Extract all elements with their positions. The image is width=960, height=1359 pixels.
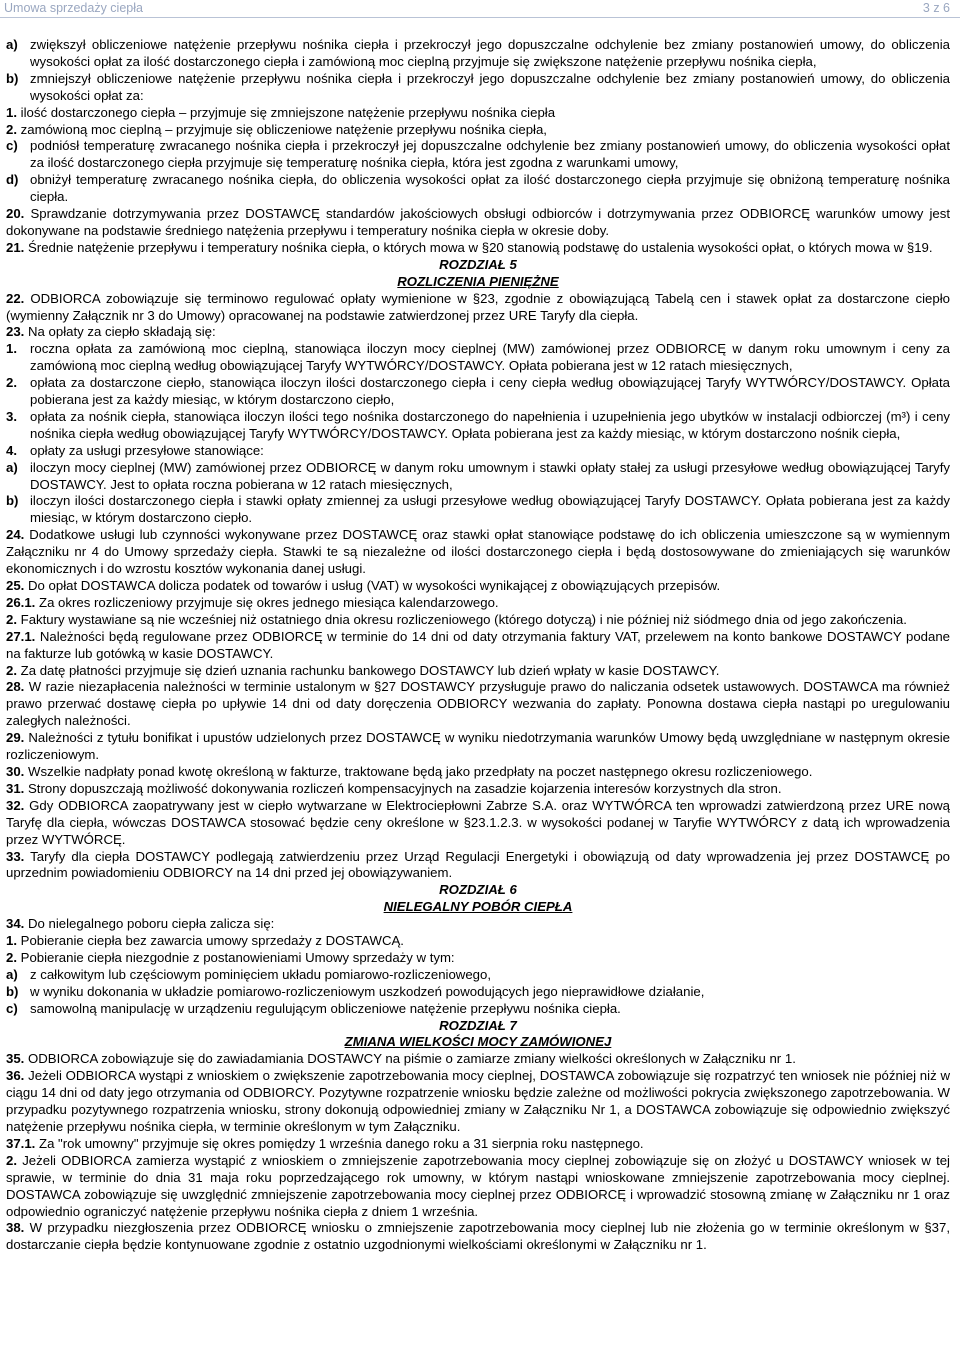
chapter-number: ROZDZIAŁ 7 bbox=[439, 1017, 517, 1033]
paragraph-number: 32. bbox=[6, 797, 25, 813]
list-text: zmniejszył obliczeniowe natężenie przepływu nośnika ciepła i przekroczył jego dopuszczalne odchylenie bez zmiany postanowień umowy, do obliczenia wysokości opłat za: bbox=[30, 70, 950, 103]
paragraph-text: Należności będą regulowane przez ODBIORCĘ w terminie do 14 dni od daty otrzymania faktury VAT, przelewem na konto bankowe DOSTAWCY podane na fakturze lub gotówką w kasie DOSTAWCY. bbox=[6, 628, 950, 661]
list-text: iloczyn mocy cieplnej (MW) zamówionej przez ODBIORCĘ w danym roku umownym i stawki opłaty stałej za usługi przesyłowe według obowiązującej Taryfy DOSTAWCY. Jest to opłata roczna pobierana w 12 ratach miesięcznych, bbox=[30, 459, 950, 492]
paragraph-number: 2. bbox=[6, 662, 17, 678]
list-item bbox=[6, 409, 950, 443]
list-item bbox=[6, 138, 950, 172]
paragraph-text: Za "rok umowny" przyjmuje się okres pomiędzy 1 września danego roku a 31 sierpnia roku następnego. bbox=[35, 1135, 644, 1151]
paragraph-text: Sprawdzanie dotrzymywania przez DOSTAWCĘ standardów jakościowych obsługi odbiorców i dotrzymywania przez ODBIORCĘ warunków umowy jest dokonywane na podstawie średniego natężenia przepływu i temperatury nośnika ciepła w okresie doby. bbox=[6, 206, 950, 238]
paragraph-number: 36. bbox=[6, 1068, 25, 1084]
paragraph-text: Do nielegalnego poboru ciepła zalicza się: bbox=[24, 916, 275, 932]
paragraph bbox=[6, 730, 950, 764]
document-title: Umowa sprzedaży ciepła bbox=[4, 1, 143, 15]
list-item bbox=[6, 460, 950, 494]
paragraph bbox=[6, 612, 950, 629]
paragraph-text: ilość dostarczonego ciepła – przyjmuje się zmniejszone natężenie przepływu nośnika ciepła bbox=[17, 104, 556, 120]
list-item bbox=[6, 37, 950, 71]
paragraph bbox=[6, 578, 950, 595]
paragraph-text: Strony dopuszczają możliwość dokonywania rozliczeń kompensacyjnych na zasadzie kojarzenia interesów korzystnych dla stron. bbox=[24, 780, 782, 796]
list-label: b) bbox=[6, 983, 19, 999]
paragraph bbox=[6, 1153, 950, 1221]
paragraph-number: 24. bbox=[6, 527, 25, 543]
paragraph-text: zamówioną moc cieplną – przyjmuje się obliczeniowe natężenie przepływu nośnika ciepła, bbox=[17, 121, 547, 137]
paragraph-text: Dodatkowe usługi lub czynności wykonywane przez DOSTAWCĘ oraz stawki opłat stanowiące podstawę do ich obliczenia umieszczone są w wymiennym Załączniku nr 4 do Umowy sprzedaży ciepła. Stawki te są niezależne od ilości dostarczonego ciepła i będą dostosowywane do zmieniających się warunków ekonomicznych i do wzrostu kosztów wykonania danej usługi. bbox=[6, 527, 950, 577]
paragraph bbox=[6, 663, 950, 680]
paragraph-number: 2. bbox=[6, 611, 17, 627]
paragraph-text: Pobieranie ciepła bez zawarcia umowy sprzedaży z DOSTAWCĄ. bbox=[17, 933, 404, 949]
paragraph bbox=[6, 916, 950, 933]
list-item bbox=[6, 341, 950, 375]
paragraph bbox=[6, 122, 950, 139]
paragraph bbox=[6, 291, 950, 325]
chapter-number: ROZDZIAŁ 5 bbox=[439, 256, 517, 272]
chapter-number: ROZDZIAŁ 6 bbox=[439, 882, 517, 898]
paragraph-text: Należności z tytułu bonifikat i upustów udzielonych przez DOSTAWCĘ w wyniku niedotrzymania warunków Umowy będą uwzględniane w następnym okresie rozliczeniowym. bbox=[6, 730, 950, 763]
paragraph-number: 2. bbox=[6, 1152, 17, 1168]
paragraph-number: 33. bbox=[6, 848, 25, 864]
list-text: podniósł temperaturę zwracanego nośnika ciepła i przekroczył jej dopuszczalne odchylenie bez zmiany postanowień umowy, do obliczenia wysokości opłat za ilość dostarczonego ciepła przyjmuje się temperaturę nośnika ciepła, która jest zgodna z warunkami umowy, bbox=[30, 138, 950, 171]
list-item bbox=[6, 443, 950, 460]
paragraph bbox=[6, 324, 950, 341]
list-label: 2. bbox=[6, 375, 17, 391]
list-label: c) bbox=[6, 1000, 18, 1016]
list-text: w wyniku dokonania w układzie pomiarowo-rozliczeniowym uszkodzeń powodujących jego nieprawidłowe działanie, bbox=[30, 983, 705, 999]
paragraph bbox=[6, 933, 950, 950]
paragraph-number: 37.1. bbox=[6, 1135, 36, 1151]
paragraph-text: Faktury wystawiane są nie wcześniej niż ostatniego dnia okresu rozliczeniowego (którego dotyczą) i nie później niż siódmego dnia od jego zakończenia. bbox=[17, 611, 907, 627]
paragraph-number: 20. bbox=[6, 206, 25, 222]
paragraph bbox=[6, 679, 950, 730]
paragraph-number: 26.1. bbox=[6, 594, 36, 610]
paragraph-number: 22. bbox=[6, 290, 25, 306]
list-text: iloczyn ilości dostarczonego ciepła i stawki opłaty zmiennej za usługi przesyłowe według obowiązującej Taryfy DOSTAWCY. Opłata pobierana jest za każdy miesiąc, w którym dostarczono ciepło. bbox=[30, 493, 950, 526]
list-text: roczna opłata za zamówioną moc cieplną, stanowiąca iloczyn mocy cieplnej (MW) zamówionej przez ODBIORCĘ w danym roku umownym i ceny za zamówioną moc cieplną według obowiązującej Taryfy WYTWÓRCY/DOSTAWCY. Opłata pobierana jest w 12 ratach miesięcznych, bbox=[30, 341, 950, 374]
paragraph-number: 2. bbox=[6, 949, 17, 965]
list-label: 1. bbox=[6, 341, 17, 357]
paragraph bbox=[6, 105, 950, 122]
paragraph bbox=[6, 950, 950, 967]
list-item bbox=[6, 967, 950, 984]
paragraph-text: ODBIORCA zobowiązuje się terminowo regulować opłaty wymienione w §23, zgodnie z obowiązującą Tabelą cen i stawek opłat za dostarczone ciepło (wymienny Załącznik nr 3 do Umowy) opracowanej na podstawie zatwierdzonej przez URE Taryfy dla ciepła. bbox=[6, 290, 950, 323]
paragraph-number: 21. bbox=[6, 239, 25, 255]
list-item bbox=[6, 493, 950, 527]
paragraph-number: 34. bbox=[6, 916, 25, 932]
paragraph bbox=[6, 781, 950, 798]
paragraph-number: 2. bbox=[6, 121, 17, 137]
list-item bbox=[6, 172, 950, 206]
paragraph-text: ODBIORCA zobowiązuje się do zawiadamiania DOSTAWCY na piśmie o zamiarze zmiany wielkości określonych w Załączniku nr 1. bbox=[24, 1051, 796, 1067]
chapter-title: ROZLICZENIA PIENIĘŻNE bbox=[397, 273, 559, 289]
paragraph-text: Za okres rozliczeniowy przyjmuje się okres jednego miesiąca kalendarzowego. bbox=[35, 594, 499, 610]
paragraph-text: Do opłat DOSTAWCA dolicza podatek od towarów i usług (VAT) w wysokości wynikającej z obowiązujących przepisów. bbox=[24, 578, 721, 593]
paragraph bbox=[6, 206, 950, 240]
paragraph-text: W przypadku niezgłoszenia przez ODBIORCĘ wniosku o zmniejszenie zapotrzebowania mocy cieplnej lub nie złożenia go w terminie określonym w §37, dostarczanie ciepła będzie kontynuowane zgodnie z ostatnio uzgodnionymi wielkościami określonymi w Załączniku nr 1. bbox=[6, 1220, 950, 1253]
paragraph bbox=[6, 849, 950, 883]
list-text: z całkowitym lub częściowym pominięciem układu pomiarowo-rozliczeniowego, bbox=[30, 966, 492, 982]
list-label: b) bbox=[6, 70, 19, 86]
header-rule bbox=[0, 17, 960, 18]
paragraph bbox=[6, 595, 950, 612]
paragraph-text: Gdy ODBIORCA zaopatrywany jest w ciepło wytwarzane w Elektrociepłowni Zabrze S.A. oraz WYTWÓRCA ten wprowadzi zatwierdzoną przez URE nową Taryfę dla ciepła, wówczas DOSTAWCA stosować będzie ceny określone w §23.1.2.3. w wysokości podanej w Taryfie WYTWÓRCY z datą ich wprowadzenia przez WYTWÓRCĘ. bbox=[6, 797, 950, 847]
paragraph-text: Wszelkie nadpłaty ponad kwotę określoną w fakturze, traktowane będą jako przedpłaty na poczet następnego okresu rozliczeniowego. bbox=[24, 763, 813, 779]
paragraph bbox=[6, 629, 950, 663]
list-label: 4. bbox=[6, 442, 17, 458]
paragraph bbox=[6, 1136, 950, 1153]
list-text: obniżył temperaturę zwracanego nośnika ciepła, do obliczenia wysokości opłat za ilość dostarczonego ciepła przyjmuje się obniżoną temperaturę nośnika ciepła. bbox=[30, 172, 950, 205]
paragraph-text: Pobieranie ciepła niezgodnie z postanowieniami Umowy sprzedaży w tym: bbox=[17, 949, 455, 965]
list-item bbox=[6, 984, 950, 1001]
list-text: opłata za dostarczone ciepło, stanowiąca iloczyn ilości dostarczonego ciepła i ceny ciepła według obowiązującej Taryfy WYTWÓRCY/DOSTAWCY. Opłata pobierana jest za każdy miesiąc, w którym dostarczono ciepło, bbox=[30, 375, 950, 408]
paragraph-number: 23. bbox=[6, 324, 25, 340]
paragraph-number: 35. bbox=[6, 1051, 25, 1067]
paragraph-number: 38. bbox=[6, 1220, 25, 1236]
paragraph-text: Średnie natężenie przepływu i temperatury nośnika ciepła, o których mowa w §20 stanowią podstawę do ustalenia wysokości opłat, o których mowa w §19. bbox=[24, 239, 933, 255]
chapter-title: ZMIANA WIELKOŚCI MOCY ZAMÓWIONEJ bbox=[344, 1034, 612, 1050]
paragraph bbox=[6, 1220, 950, 1254]
chapter-title: NIELEGALNY POBÓR CIEPŁA bbox=[383, 899, 573, 915]
paragraph bbox=[6, 240, 950, 257]
list-label: c) bbox=[6, 138, 18, 154]
list-item bbox=[6, 375, 950, 409]
list-text: opłata za nośnik ciepła, stanowiąca iloczyn ilości tego nośnika dostarczonego do napełnienia i uzupełnienia jego ubytków w instalacji odbiorczej (m³) i ceny nośnika ciepła według obowiązującej Taryfy WYTWÓRCY/DOSTAWCY. Opłata pobierana jest za każdy miesiąc, w którym dostarczono nośnik ciepła, bbox=[30, 408, 950, 441]
list-label: b) bbox=[6, 493, 19, 509]
paragraph-number: 31. bbox=[6, 780, 25, 796]
list-label: d) bbox=[6, 172, 19, 188]
document-body bbox=[6, 37, 950, 1254]
paragraph-text: Jeżeli ODBIORCA zamierza wystąpić z wnioskiem o zmniejszenie zapotrzebowania mocy cieplnej zobowiązuje się on złożyć u DOSTAWCY wniosek w tej sprawie, w terminie do dnia 31 maja roku poprzedzającego rok umowny, w którym nastąpi wnioskowane zmniejszenie zapotrzebowania mocy cieplnej. DOSTAWCA zobowiązuje się uwzględnić zmniejszenie zapotrzebowania mocy cieplnej przez ODBIORCĘ i wprowadzić stosowną zmianę w Załączniku nr 1 oraz odpowiednio ograniczyć natężenie przepływu nośnika ciepła z dniem 1 września. bbox=[6, 1152, 950, 1219]
list-text: opłaty za usługi przesyłowe stanowiące: bbox=[30, 442, 264, 458]
paragraph-number: 1. bbox=[6, 104, 17, 120]
paragraph-text: Jeżeli ODBIORCA wystąpi z wnioskiem o zwiększenie zapotrzebowania mocy cieplnej, DOSTAWCA zobowiązuje się rozpatrzyć ten wniosek nie później niż w ciągu 14 dni od daty jego otrzymania od ODBIORCY. Pozytywne rozpatrzenie wniosku będzie zależne od możliwości pokrycia zwiększonego zapotrzebowania. W przypadku pozytywnego rozpatrzenia wniosku, strony dokonują odpowiedniej zmiany w Załączniku Nr 1, a DOSTAWCA zobowiązuje się odpowiednio zwiększyć natężenie przepływu nośnika ciepła, w terminie określonym w tym Załączniku. bbox=[6, 1068, 950, 1134]
list-label: a) bbox=[6, 966, 18, 982]
paragraph-number: 28. bbox=[6, 679, 25, 695]
paragraph-text: W razie niezapłacenia należności w terminie ustalonym w §27 DOSTAWCY przysługuje prawo do naliczania odsetek ustawowych. DOSTAWCA ma również prawo przerwać dostawę ciepła po upływie 14 dni od daty doręczenia ODBIORCY wezwania do zapłaty. Ponowna dostawa ciepła nastąpi po uregulowaniu zaległych należności. bbox=[6, 679, 950, 729]
paragraph bbox=[6, 798, 950, 849]
list-text: zwiększył obliczeniowe natężenie przepływu nośnika ciepła i przekroczył jego dopuszczalne odchylenie bez zmiany postanowień umowy, do obliczenia wysokości opłat za ilość dostarczonego ciepła i zamówioną moc cieplną przyjmuje się zwiększone natężenie przepływu nośnika ciepła, bbox=[30, 37, 950, 69]
page-header bbox=[0, 0, 960, 16]
paragraph-text: Za datę płatności przyjmuje się dzień uznania rachunku bankowego DOSTAWCY lub dzień wpłaty w kasie DOSTAWCY. bbox=[17, 662, 720, 678]
paragraph-number: 29. bbox=[6, 730, 25, 746]
paragraph bbox=[6, 764, 950, 781]
paragraph-number: 1. bbox=[6, 933, 17, 949]
paragraph-number: 25. bbox=[6, 578, 25, 593]
paragraph-number: 27.1. bbox=[6, 628, 36, 644]
list-label: a) bbox=[6, 37, 18, 52]
paragraph-number: 30. bbox=[6, 763, 25, 779]
list-item bbox=[6, 1001, 950, 1018]
list-item bbox=[6, 71, 950, 105]
list-text: samowolną manipulację w urządzeniu regulującym obliczeniowe natężenie przepływu nośnika ciepła. bbox=[30, 1000, 621, 1016]
list-label: a) bbox=[6, 459, 18, 475]
paragraph bbox=[6, 1068, 950, 1136]
list-label: 3. bbox=[6, 408, 17, 424]
page-number: 3 z 6 bbox=[922, 1, 950, 15]
paragraph bbox=[6, 527, 950, 578]
paragraph-text: Taryfy dla ciepła DOSTAWCY podlegają zatwierdzeniu przez Urząd Regulacji Energetyki i obowiązują od daty wprowadzenia jej przez DOSTAWCĘ po uprzednim powiadomieniu ODBIORCY na 14 dni przed jej obowiązywaniem. bbox=[6, 848, 950, 881]
paragraph-text: Na opłaty za ciepło składają się: bbox=[24, 324, 216, 340]
paragraph bbox=[6, 1051, 950, 1068]
